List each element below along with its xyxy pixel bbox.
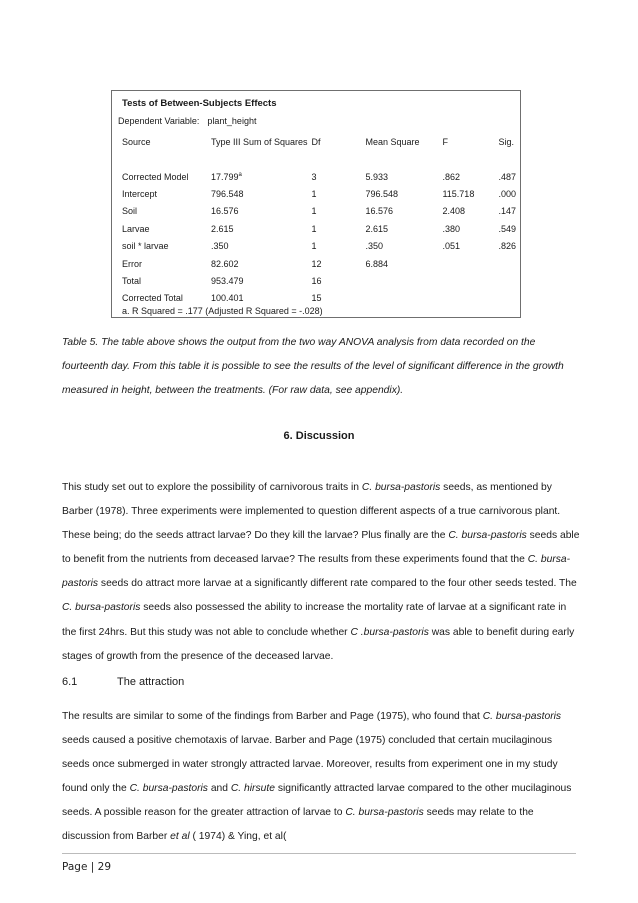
col-header-f: F bbox=[442, 137, 448, 147]
anova-cell-df: 1 bbox=[311, 206, 317, 217]
anova-cell-sig: .147 bbox=[498, 206, 516, 217]
page-number: Page | 29 bbox=[62, 861, 111, 873]
italic-term: C. bursa-pastoris bbox=[482, 711, 562, 722]
table-caption: Table 5. The table above shows the output from the two way ANOVA analysis from data recorded on the fourteenth day. From this table it is possible to see the results of the level of significant difference in the growth measured in height, between the treatments. (For raw data, see appendix). bbox=[62, 337, 564, 396]
anova-cell-ms: 16.576 bbox=[365, 206, 394, 217]
anova-cell-sig: .549 bbox=[498, 223, 516, 234]
col-header-ms: Mean Square bbox=[365, 137, 420, 147]
text-run: seeds do attract more larvae at a significantly different rate compared to the four other seeds tested. The bbox=[98, 578, 577, 590]
anova-footnote: a. R Squared = .177 (Adjusted R Squared = -.028) bbox=[122, 306, 323, 316]
col-header-df: Df bbox=[311, 137, 321, 147]
anova-title: Tests of Between-Subjects Effects bbox=[122, 98, 277, 109]
text-run: The results are similar to some of the findings from Barber and Page (1975), who found that bbox=[62, 711, 483, 722]
anova-cell-f: 2.408 bbox=[442, 206, 465, 217]
anova-table-box bbox=[111, 90, 521, 318]
text-run: seeds, as mentioned by Barber (1978). Three experiments were implemented to question different aspects of a true carnivorous plant. These being; do the seeds attract larvae? Do they kill the larvae? Plus finally are the bbox=[62, 482, 561, 542]
anova-cell-f: 115.718 bbox=[442, 189, 475, 200]
anova-cell-f: .380 bbox=[442, 223, 460, 234]
anova-cell-ss: 16.576 bbox=[210, 206, 239, 217]
anova-cell-df: 12 bbox=[311, 258, 322, 269]
anova-cell-ms bbox=[361, 290, 438, 307]
anova-cell-df: 1 bbox=[311, 241, 317, 252]
anova-cell-sig: .000 bbox=[498, 189, 516, 200]
anova-cell-source: Corrected Total bbox=[122, 293, 183, 304]
anova-row bbox=[118, 272, 516, 289]
anova-cell-ss: 2.615 bbox=[210, 223, 234, 234]
text-run: seeds able to benefit from the nutrients from deceased larvae? The results from these experiments found that the bbox=[62, 530, 580, 566]
discussion-paragraph bbox=[62, 476, 582, 669]
dependent-value: plant_height bbox=[207, 116, 257, 126]
anova-cell-source: Intercept bbox=[122, 189, 158, 200]
italic-term: C. bursa-pastoris bbox=[62, 602, 141, 614]
anova-row bbox=[118, 203, 516, 220]
italic-term: C. bursa-pastoris bbox=[345, 807, 424, 819]
anova-cell-sig: .826 bbox=[498, 241, 516, 252]
col-header-source: Source bbox=[122, 137, 151, 147]
anova-row bbox=[118, 290, 516, 307]
anova-cell-ss: 953.479 bbox=[210, 276, 244, 287]
text-run: was able to benefit during early stages of growth from the presence of the deceased larvae. bbox=[62, 626, 575, 662]
anova-cell-f bbox=[438, 272, 494, 289]
anova-cell-f bbox=[438, 290, 494, 307]
anova-row bbox=[118, 185, 516, 202]
col-header-ss: Type III Sum of Squares bbox=[210, 137, 308, 147]
anova-cell-source: Error bbox=[122, 258, 142, 269]
anova-cell-ms bbox=[361, 272, 438, 289]
italic-term: C. bursa-pastoris bbox=[129, 783, 208, 795]
anova-cell-df: 3 bbox=[311, 171, 317, 182]
anova-cell-sig bbox=[494, 290, 516, 307]
italic-term: C. hirsute bbox=[230, 783, 275, 795]
anova-cell-ss: 82.602 bbox=[210, 258, 239, 269]
anova-cell-source: Larvae bbox=[122, 223, 150, 234]
text-run: seeds may relate to the discussion from Barber bbox=[62, 807, 534, 843]
anova-cell-sig bbox=[494, 272, 516, 289]
anova-cell-ms: .350 bbox=[365, 241, 384, 252]
subsection-title: The attraction bbox=[117, 676, 185, 688]
text-run: seeds also possessed the ability to increase the mortality rate of larvae at a significant rate in the first 24hrs. But this study was not able to conclude whether bbox=[62, 602, 567, 638]
text-run: This study set out to explore the possibility of carnivorous traits in bbox=[62, 482, 362, 493]
anova-cell-ms: 796.548 bbox=[365, 189, 399, 200]
text-run: significantly attracted larvae compared to the other mucilaginous seeds. A possible reason for the greater attraction of larvae to bbox=[62, 783, 572, 819]
anova-cell-sig: .487 bbox=[498, 171, 516, 182]
text-run: ( 1974) & Ying, et al( bbox=[189, 831, 287, 843]
anova-cell-f bbox=[438, 255, 494, 272]
text-run: and bbox=[207, 783, 231, 795]
dependent-variable bbox=[118, 116, 264, 126]
anova-cell-df: 1 bbox=[311, 223, 317, 234]
anova-cell-f: .051 bbox=[442, 241, 460, 252]
anova-cell-df: 16 bbox=[311, 276, 322, 287]
anova-row bbox=[118, 238, 516, 255]
discussion-text bbox=[62, 476, 582, 669]
dependent-label: Dependent Variable: bbox=[118, 116, 200, 126]
anova-cell-df: 1 bbox=[311, 189, 317, 200]
col-header-sig: Sig. bbox=[498, 137, 514, 147]
attraction-text bbox=[62, 705, 582, 850]
anova-cell-ss: 100.401 bbox=[210, 293, 244, 304]
attraction-paragraph bbox=[62, 705, 582, 850]
anova-cell-ss: 796.548 bbox=[210, 189, 244, 200]
anova-cell-sig bbox=[494, 255, 516, 272]
italic-term: C. bursa-pastoris bbox=[361, 482, 441, 493]
anova-row bbox=[118, 168, 516, 185]
section-heading-discussion: 6. Discussion bbox=[283, 430, 355, 442]
anova-header-row bbox=[118, 133, 516, 168]
superscript: a bbox=[238, 171, 242, 178]
anova-cell-ss: .350 bbox=[210, 241, 229, 252]
anova-cell-source: Corrected Model bbox=[122, 171, 189, 182]
footer-divider bbox=[62, 853, 576, 854]
italic-term: C. bursa-pastoris bbox=[62, 554, 571, 590]
italic-term: et al bbox=[170, 831, 190, 843]
subsection-number: 6.1 bbox=[62, 676, 78, 688]
anova-cell-source: Total bbox=[122, 276, 142, 287]
anova-cell-source: Soil bbox=[122, 206, 138, 217]
text-run: seeds caused a positive chemotaxis of larvae. Barber and Page (1975) concluded that certain mucilaginous seeds once submerged in water strongly attracted larvae. Moreover, results from experiment one in my study found only the bbox=[62, 735, 558, 795]
anova-cell-ss: 17.799$^a$ bbox=[210, 171, 242, 182]
anova-cell-ms: 5.933 bbox=[365, 171, 389, 182]
anova-cell-f: .862 bbox=[442, 171, 460, 182]
italic-term: C. bursa-pastoris bbox=[448, 530, 527, 542]
anova-row bbox=[118, 255, 516, 272]
anova-cell-ms: 6.884 bbox=[365, 258, 389, 269]
italic-term: C .bursa-pastoris bbox=[350, 626, 429, 638]
anova-cell-ms: 2.615 bbox=[365, 223, 389, 234]
anova-cell-source: soil * larvae bbox=[122, 241, 169, 252]
anova-cell-df: 15 bbox=[311, 293, 322, 304]
anova-table bbox=[118, 133, 516, 307]
subsection-heading bbox=[62, 676, 184, 688]
anova-row bbox=[118, 220, 516, 237]
